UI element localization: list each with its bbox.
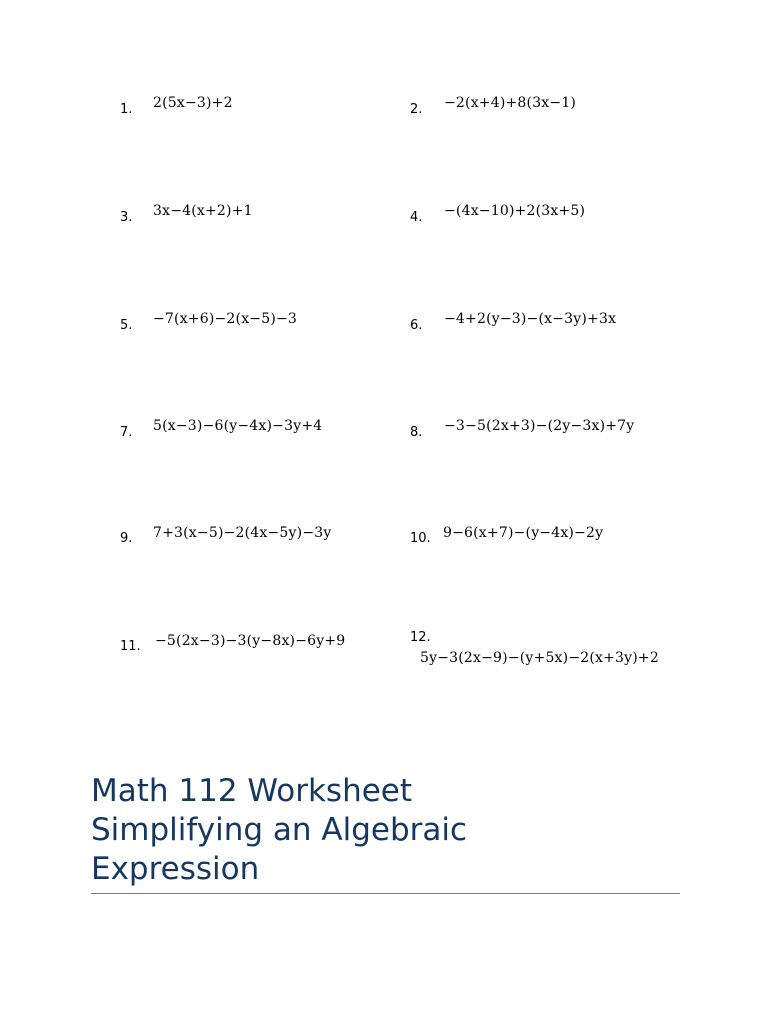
problem-number: 12. [410,630,431,645]
worksheet-title [91,772,681,889]
problem-12 [410,630,710,680]
problem-number: 3. [120,210,133,225]
title-line-2: Simplifying an Algebraic [91,812,468,848]
problem-number: 6. [410,318,423,333]
problem-1 [120,95,400,135]
problem-expression: −2(x+4)+8(3x−1) [444,95,577,111]
problem-9 [120,525,400,565]
problem-5 [120,311,400,351]
problem-number: 4. [410,210,423,225]
title-line-3: Expression [91,851,260,887]
problem-expression: −5(2x−3)−3(y−8x)−6y+9 [155,633,346,649]
problem-4 [410,203,690,243]
problem-expression: −4+2(y−3)−(x−3y)+3x [444,311,617,327]
problem-8 [410,418,690,458]
problem-6 [410,311,690,351]
problem-number: 11. [120,639,141,654]
problem-number: 9. [120,531,133,546]
problem-expression: −7(x+6)−2(x−5)−3 [153,311,298,327]
title-underline [91,893,680,894]
problem-expression: 9−6(x+7)−(y−4x)−2y [443,525,604,541]
title-line-1: Math 112 Worksheet [91,773,413,809]
problem-number: 5. [120,318,133,333]
problem-expression: 5y−3(2x−9)−(y+5x)−2(x+3y)+2 [420,650,659,666]
problem-2 [410,95,690,135]
problem-number: 2. [410,102,423,117]
problem-expression: 5(x−3)−6(y−4x)−3y+4 [153,418,323,434]
problem-number: 8. [410,425,423,440]
problem-number: 1. [120,102,133,117]
problem-expression: 7+3(x−5)−2(4x−5y)−3y [153,525,332,541]
problem-number: 10. [410,531,431,546]
problem-3 [120,203,400,243]
problem-10 [410,525,690,565]
problem-number: 7. [120,425,133,440]
problem-expression: −3−5(2x+3)−(2y−3x)+7y [444,418,635,434]
problem-expression: 2(5x−3)+2 [153,95,233,111]
problem-expression: −(4x−10)+2(3x+5) [444,203,586,219]
problem-11 [120,633,400,673]
problem-7 [120,418,400,458]
problem-expression: 3x−4(x+2)+1 [153,203,253,219]
